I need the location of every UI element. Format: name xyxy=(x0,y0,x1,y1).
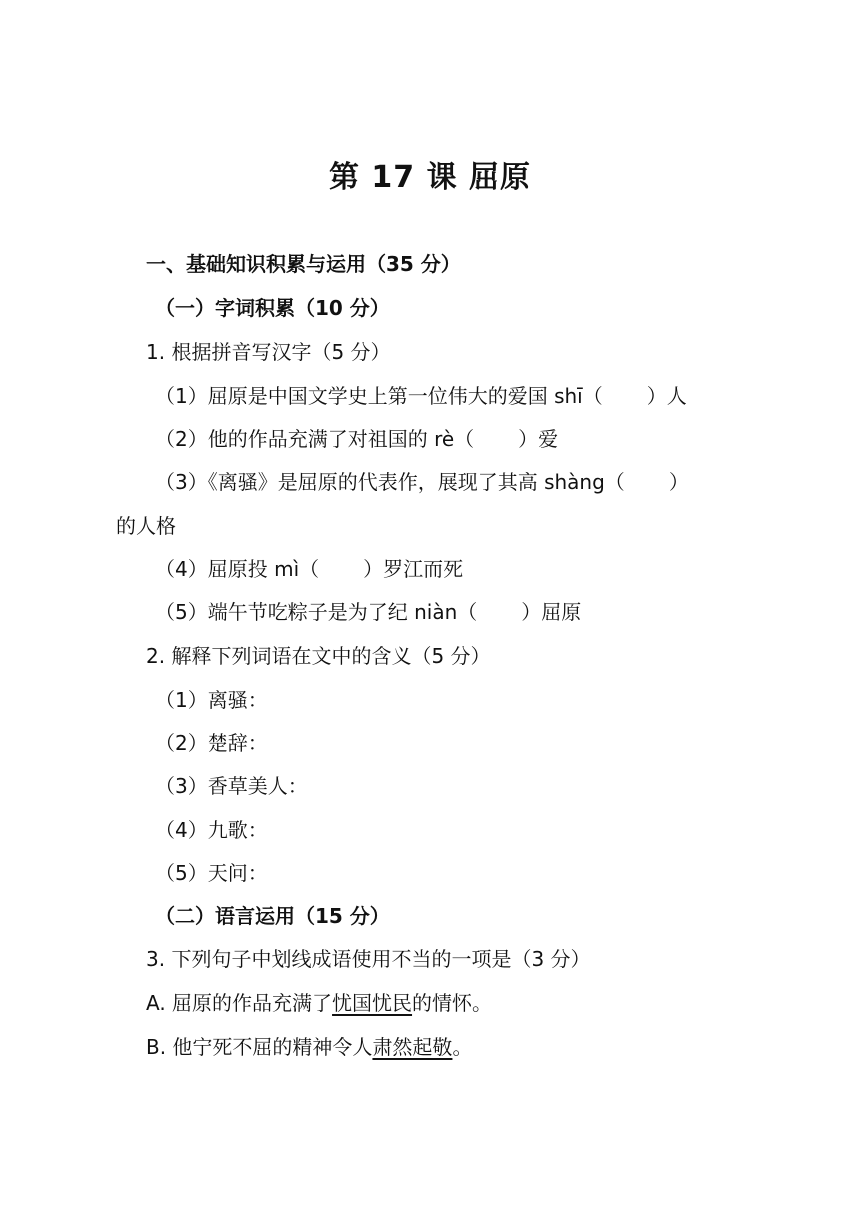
question-2-item: （3）香草美人： xyxy=(155,774,308,798)
page-title: 第 17 课 屈原 xyxy=(328,160,532,195)
subsection-heading: （二）语言运用（15 分） xyxy=(155,904,390,928)
question-2-item: （4）九歌： xyxy=(155,818,268,842)
question-3-option-a: A. 屈原的作品充满了忧国忧民的情怀。 xyxy=(146,991,493,1015)
question-2-item: （5）天问： xyxy=(155,861,268,885)
subsection-heading: （一）字词积累（10 分） xyxy=(155,296,390,320)
underlined-idiom: 肃然起敬 xyxy=(372,1035,453,1059)
question-1-item-continued: 的人格 xyxy=(116,514,176,538)
question-1-item: （1）屈原是中国文学史上第一位伟大的爱国 shī（ ）人 xyxy=(155,384,687,408)
question-3-option-b: B. 他宁死不屈的精神令人肃然起敬。 xyxy=(146,1035,473,1059)
question-2-stem: 2. 解释下列词语在文中的含义（5 分） xyxy=(146,644,491,668)
question-1-item: （3）《离骚》是屈原的代表作，展现了其高 shàng（ ） xyxy=(155,470,689,494)
underlined-idiom: 忧国忧民 xyxy=(332,991,413,1015)
question-3-stem: 3. 下列句子中划线成语使用不当的一项是（3 分） xyxy=(146,947,591,971)
section-heading: 一、基础知识积累与运用（35 分） xyxy=(146,252,461,276)
question-1-item: （4）屈原投 mì（ ）罗江而死 xyxy=(155,557,464,581)
question-2-item: （1）离骚： xyxy=(155,688,268,712)
question-1-stem: 1. 根据拼音写汉字（5 分） xyxy=(146,340,391,364)
question-2-item: （2）楚辞： xyxy=(155,731,268,755)
question-1-item: （2）他的作品充满了对祖国的 rè（ ）爱 xyxy=(155,427,559,451)
question-1-item: （5）端午节吃粽子是为了纪 niàn（ ）屈原 xyxy=(155,600,582,624)
